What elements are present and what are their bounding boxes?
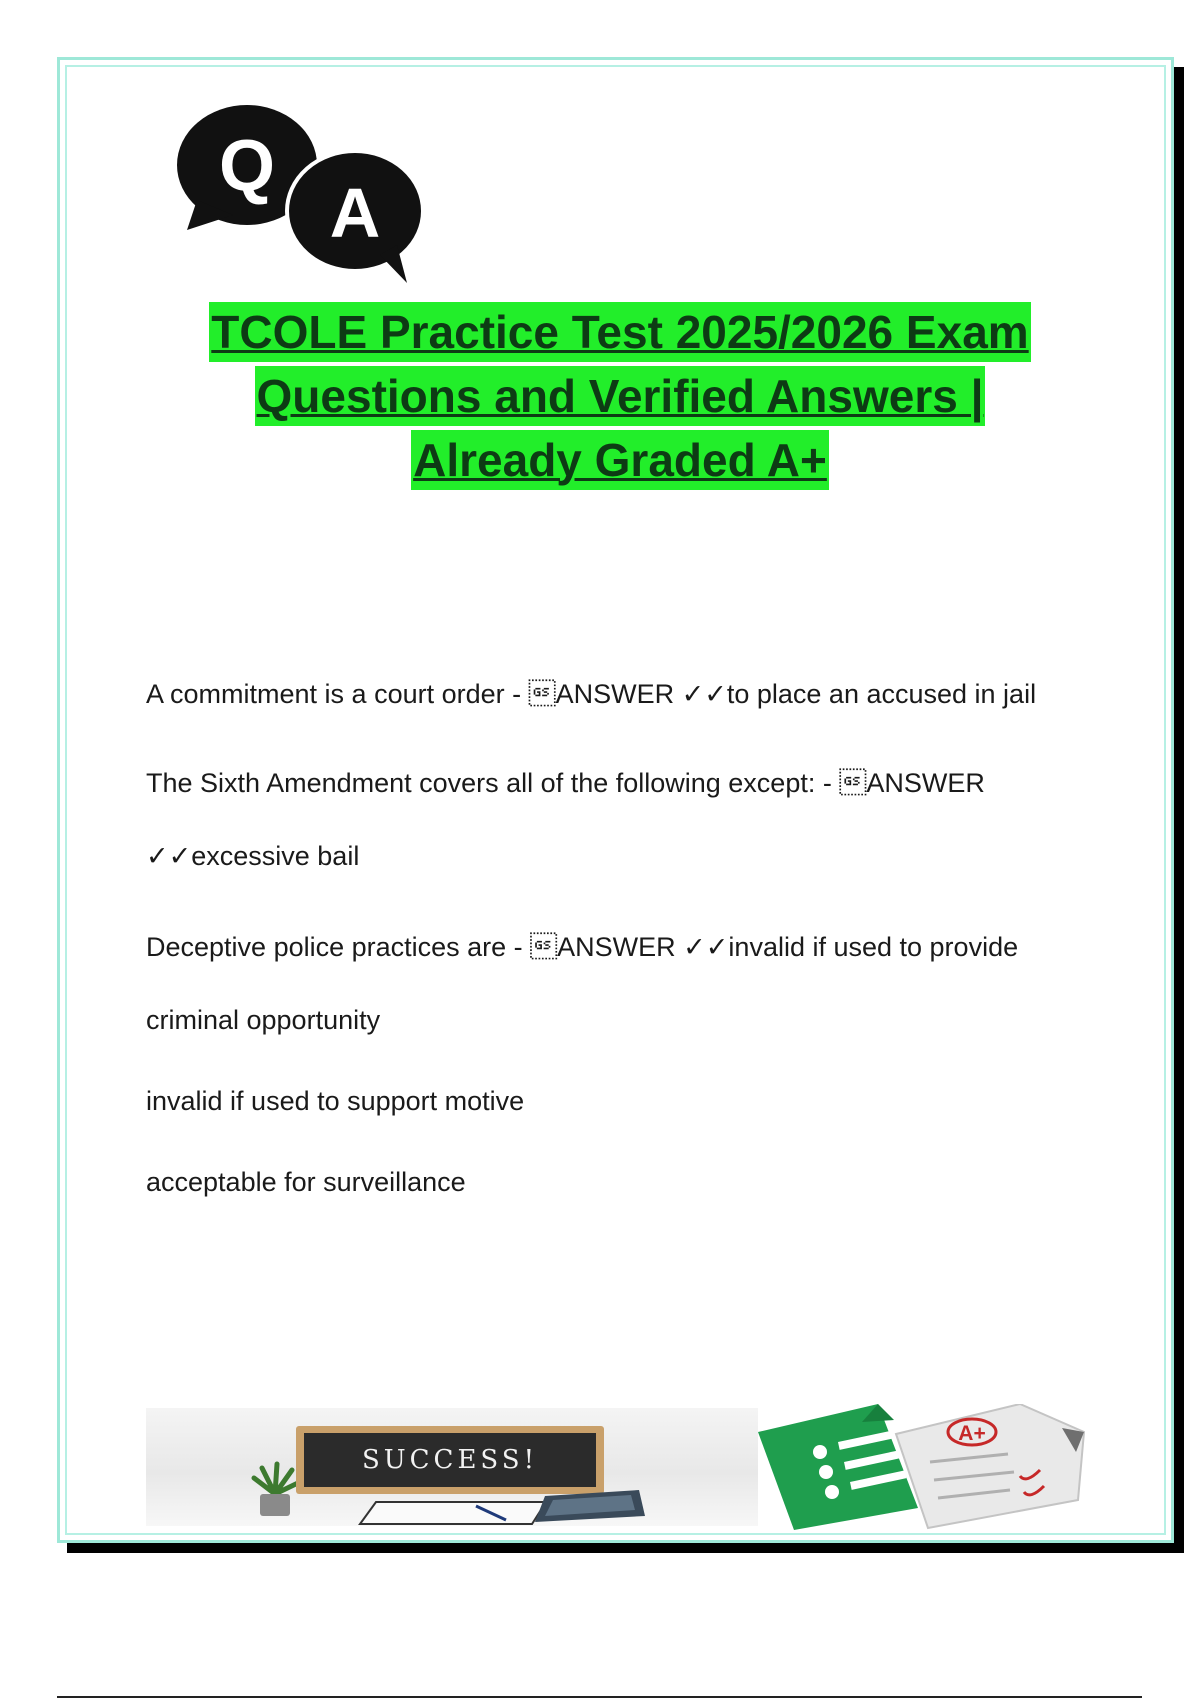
title-line-2: Questions and Verified Answers | — [255, 366, 986, 426]
document-title — [120, 300, 1120, 492]
qa-line-7: acceptable for surveillance — [146, 1167, 466, 1197]
success-board — [296, 1426, 604, 1494]
answer-bubble-icon — [287, 151, 423, 283]
logo-q-letter: Q — [218, 126, 276, 206]
qa-line-5: criminal opportunity — [146, 1005, 381, 1035]
footer-rule — [57, 1696, 1142, 1698]
qa-line-3: ✓✓excessive bail — [146, 841, 360, 871]
title-line-1: TCOLE Practice Test 2025/2026 Exam — [209, 302, 1030, 362]
qa-line-1: A commitment is a court order - ANSWER ✓✓to place an accused in jail — [146, 679, 1037, 709]
qa-line-2: The Sixth Amendment covers all of the following except: - ANSWER — [146, 768, 985, 798]
qa-line-6: invalid if used to support motive — [146, 1086, 525, 1116]
grade-label: A+ — [958, 1422, 986, 1445]
graded-documents-icon — [758, 1404, 1088, 1534]
clipboard-pen-icon — [356, 1498, 556, 1526]
success-banner-image — [146, 1408, 758, 1526]
graded-paper-icon — [896, 1404, 1084, 1528]
qa-logo-icon — [175, 95, 437, 285]
title-line-3: Already Graded A+ — [411, 430, 829, 490]
calculator-icon — [531, 1488, 651, 1524]
qa-line-4: Deceptive police practices are - ANSWER ✓✓invalid if used to provide — [146, 932, 1019, 962]
green-document-icon — [758, 1404, 918, 1530]
logo-a-letter: A — [329, 174, 381, 252]
board-text: SUCCESS! — [304, 1433, 596, 1487]
